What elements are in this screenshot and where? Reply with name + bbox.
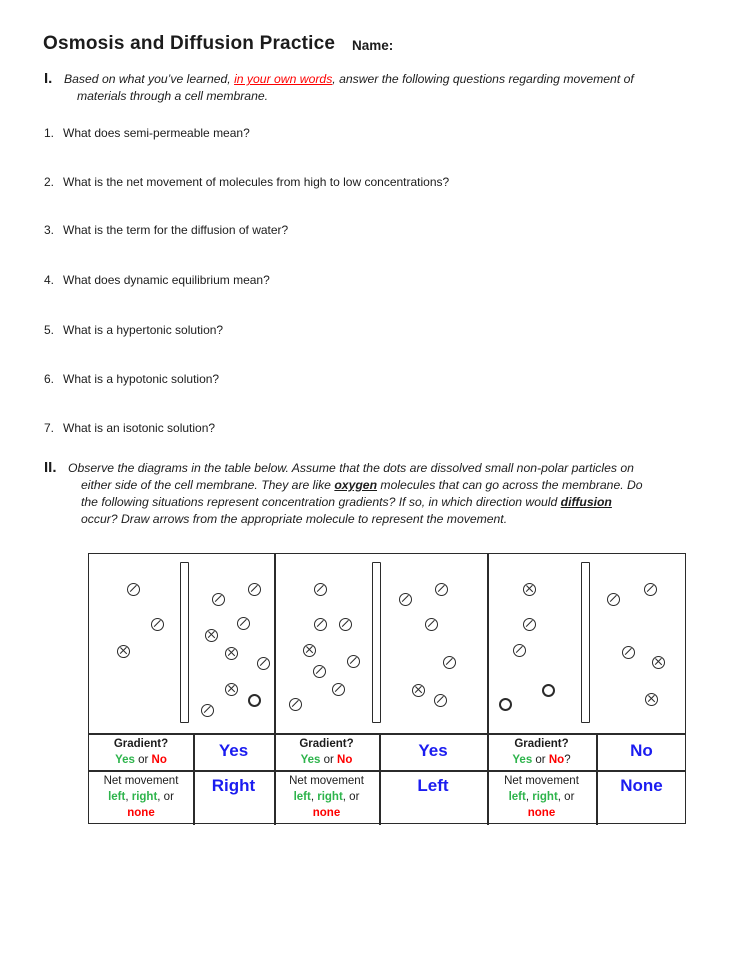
particle-dot: [313, 665, 326, 678]
particle-dot: [314, 618, 327, 631]
question-number: 2.: [44, 175, 55, 189]
membrane-bar: [372, 562, 381, 723]
gradient-answer-2: Yes: [418, 741, 448, 760]
question-item-3: [44, 223, 288, 237]
particle-dot: [225, 683, 238, 696]
particle-dot: [248, 694, 261, 707]
intro-text: the following situations represent concentration gradients? If so, in which direction would: [81, 495, 561, 509]
net-answer-2: Left: [417, 776, 449, 795]
section-ii-marker: II.: [44, 459, 57, 476]
section-i-marker: I.: [44, 70, 53, 87]
option-yes: Yes: [115, 754, 135, 766]
particle-dot: [303, 644, 316, 657]
question-item-5: [44, 323, 223, 337]
particle-dot: [435, 583, 448, 596]
net-label-cell-1: [89, 770, 193, 825]
question-item-1: [44, 126, 250, 140]
particle-dot: [332, 683, 345, 696]
question-text: What is the net movement of molecules from high to low concentrations?: [63, 175, 450, 189]
gradient-options: [89, 752, 193, 768]
question-item-7: [44, 421, 215, 435]
diagram-cell-2: [274, 554, 487, 733]
particle-dot: [314, 583, 327, 596]
option-left: left: [508, 791, 526, 803]
question-item-6: [44, 372, 219, 386]
gradient-answer-3: No: [630, 741, 653, 760]
section-ii-line1: Observe the diagrams in the table below. Assume that the dots are dissolved small non-polar particles on: [68, 461, 634, 475]
section-ii-line2: [68, 477, 708, 494]
particle-dot: [151, 618, 164, 631]
membrane-bar: [581, 562, 590, 723]
option-sep: ,: [310, 791, 318, 803]
particle-dot: [347, 655, 360, 668]
question-item-2: [44, 175, 449, 189]
option-sep: ,: [525, 791, 533, 803]
particle-dot: [257, 657, 270, 670]
question-text: What is the term for the diffusion of water?: [63, 223, 289, 237]
particle-dot: [523, 618, 536, 631]
gradient-question: Gradient?: [514, 738, 569, 750]
option-right: right: [317, 791, 343, 803]
option-left: left: [293, 791, 311, 803]
question-text: What is a hypotonic solution?: [63, 372, 220, 386]
particle-dot: [127, 583, 140, 596]
question-item-4: [44, 273, 270, 287]
option-sep: , or: [557, 791, 575, 803]
net-options: [89, 789, 193, 805]
section-ii-line4: occur? Draw arrows from the appropriate molecule to represent the movement.: [81, 512, 508, 526]
particle-dot: [542, 684, 555, 697]
particle-dot: [237, 617, 250, 630]
particle-dot: [205, 629, 218, 642]
question-number: 4.: [44, 273, 55, 287]
net-label-cell-3: [487, 770, 596, 825]
question-number: 3.: [44, 223, 55, 237]
particle-dot: [212, 593, 225, 606]
highlighted-phrase: in your own words: [234, 72, 333, 86]
gradient-label-cell-3: [487, 733, 596, 770]
option-right: right: [532, 791, 558, 803]
particle-dot: [412, 684, 425, 697]
name-label: Name:: [352, 38, 394, 53]
net-label-cell-2: [274, 770, 379, 825]
particle-dot: [499, 698, 512, 711]
question-number: 5.: [44, 323, 55, 337]
particle-dot: [622, 646, 635, 659]
net-options: [274, 789, 379, 805]
question-number: 1.: [44, 126, 55, 140]
option-left: left: [108, 791, 126, 803]
question-text: What is a hypertonic solution?: [63, 323, 224, 337]
option-no: No: [151, 754, 167, 766]
option-or: or: [134, 754, 152, 766]
intro-text: , answer the following questions regarding movement of: [332, 72, 634, 86]
option-none: none: [312, 807, 341, 819]
section-ii-line3: [68, 494, 708, 511]
section-i-intro: [64, 71, 704, 105]
diffusion-table: [88, 553, 686, 824]
particle-dot: [644, 583, 657, 596]
particle-dot: [425, 618, 438, 631]
particle-dot: [289, 698, 302, 711]
term-oxygen: oxygen: [334, 478, 378, 492]
intro-text: molecules that can go across the membrane. Do: [377, 478, 643, 492]
option-no: No: [337, 754, 353, 766]
diagram-cell-3: [487, 554, 687, 733]
question-text: What does semi-permeable mean?: [63, 126, 250, 140]
particle-dot: [607, 593, 620, 606]
net-answer-3: None: [620, 776, 663, 795]
option-sep: , or: [342, 791, 360, 803]
gradient-answer-1: Yes: [218, 741, 249, 760]
gradient-question: Gradient?: [299, 738, 354, 750]
section-i-line2: materials through a cell membrane.: [77, 89, 269, 103]
option-or: or: [320, 754, 338, 766]
option-no: No: [548, 754, 565, 766]
net-answer-1: Right: [211, 776, 256, 795]
option-yes: Yes: [512, 754, 533, 766]
diagram-cell-1: [89, 554, 274, 733]
particle-dot: [523, 583, 536, 596]
net-question: Net movement: [289, 775, 364, 787]
option-none: none: [127, 807, 155, 819]
gradient-label-cell-2: [274, 733, 379, 770]
question-text: What does dynamic equilibrium mean?: [63, 273, 270, 287]
option-suffix: ?: [564, 754, 571, 766]
particle-dot: [225, 647, 238, 660]
gradient-options: [274, 752, 379, 768]
section-i-line1: [64, 71, 704, 88]
option-none: none: [527, 807, 556, 819]
page-title: Osmosis and Diffusion Practice: [43, 33, 336, 54]
net-question: Net movement: [504, 775, 579, 787]
net-question: Net movement: [103, 775, 179, 787]
particle-dot: [399, 593, 412, 606]
option-sep: , or: [157, 791, 174, 803]
option-or: or: [532, 754, 549, 766]
net-options: [487, 789, 596, 805]
particle-dot: [443, 656, 456, 669]
particle-dot: [248, 583, 261, 596]
gradient-options: [487, 752, 596, 768]
particle-dot: [434, 694, 447, 707]
gradient-label-cell-1: [89, 733, 193, 770]
particle-dot: [513, 644, 526, 657]
particle-dot: [339, 618, 352, 631]
gradient-question: Gradient?: [113, 738, 169, 750]
particle-dot: [645, 693, 658, 706]
section-ii-intro: [68, 460, 708, 528]
intro-text: Based on what you’ve learned,: [64, 72, 235, 86]
option-sep: ,: [125, 791, 132, 803]
particle-dot: [201, 704, 214, 717]
question-number: 7.: [44, 421, 55, 435]
question-text: What is an isotonic solution?: [63, 421, 216, 435]
option-right: right: [131, 791, 158, 803]
option-yes: Yes: [300, 754, 321, 766]
intro-text: either side of the cell membrane. They are like: [81, 478, 335, 492]
particle-dot: [652, 656, 665, 669]
question-number: 6.: [44, 372, 55, 386]
term-diffusion: diffusion: [560, 495, 612, 509]
particle-dot: [117, 645, 130, 658]
membrane-bar: [180, 562, 189, 723]
